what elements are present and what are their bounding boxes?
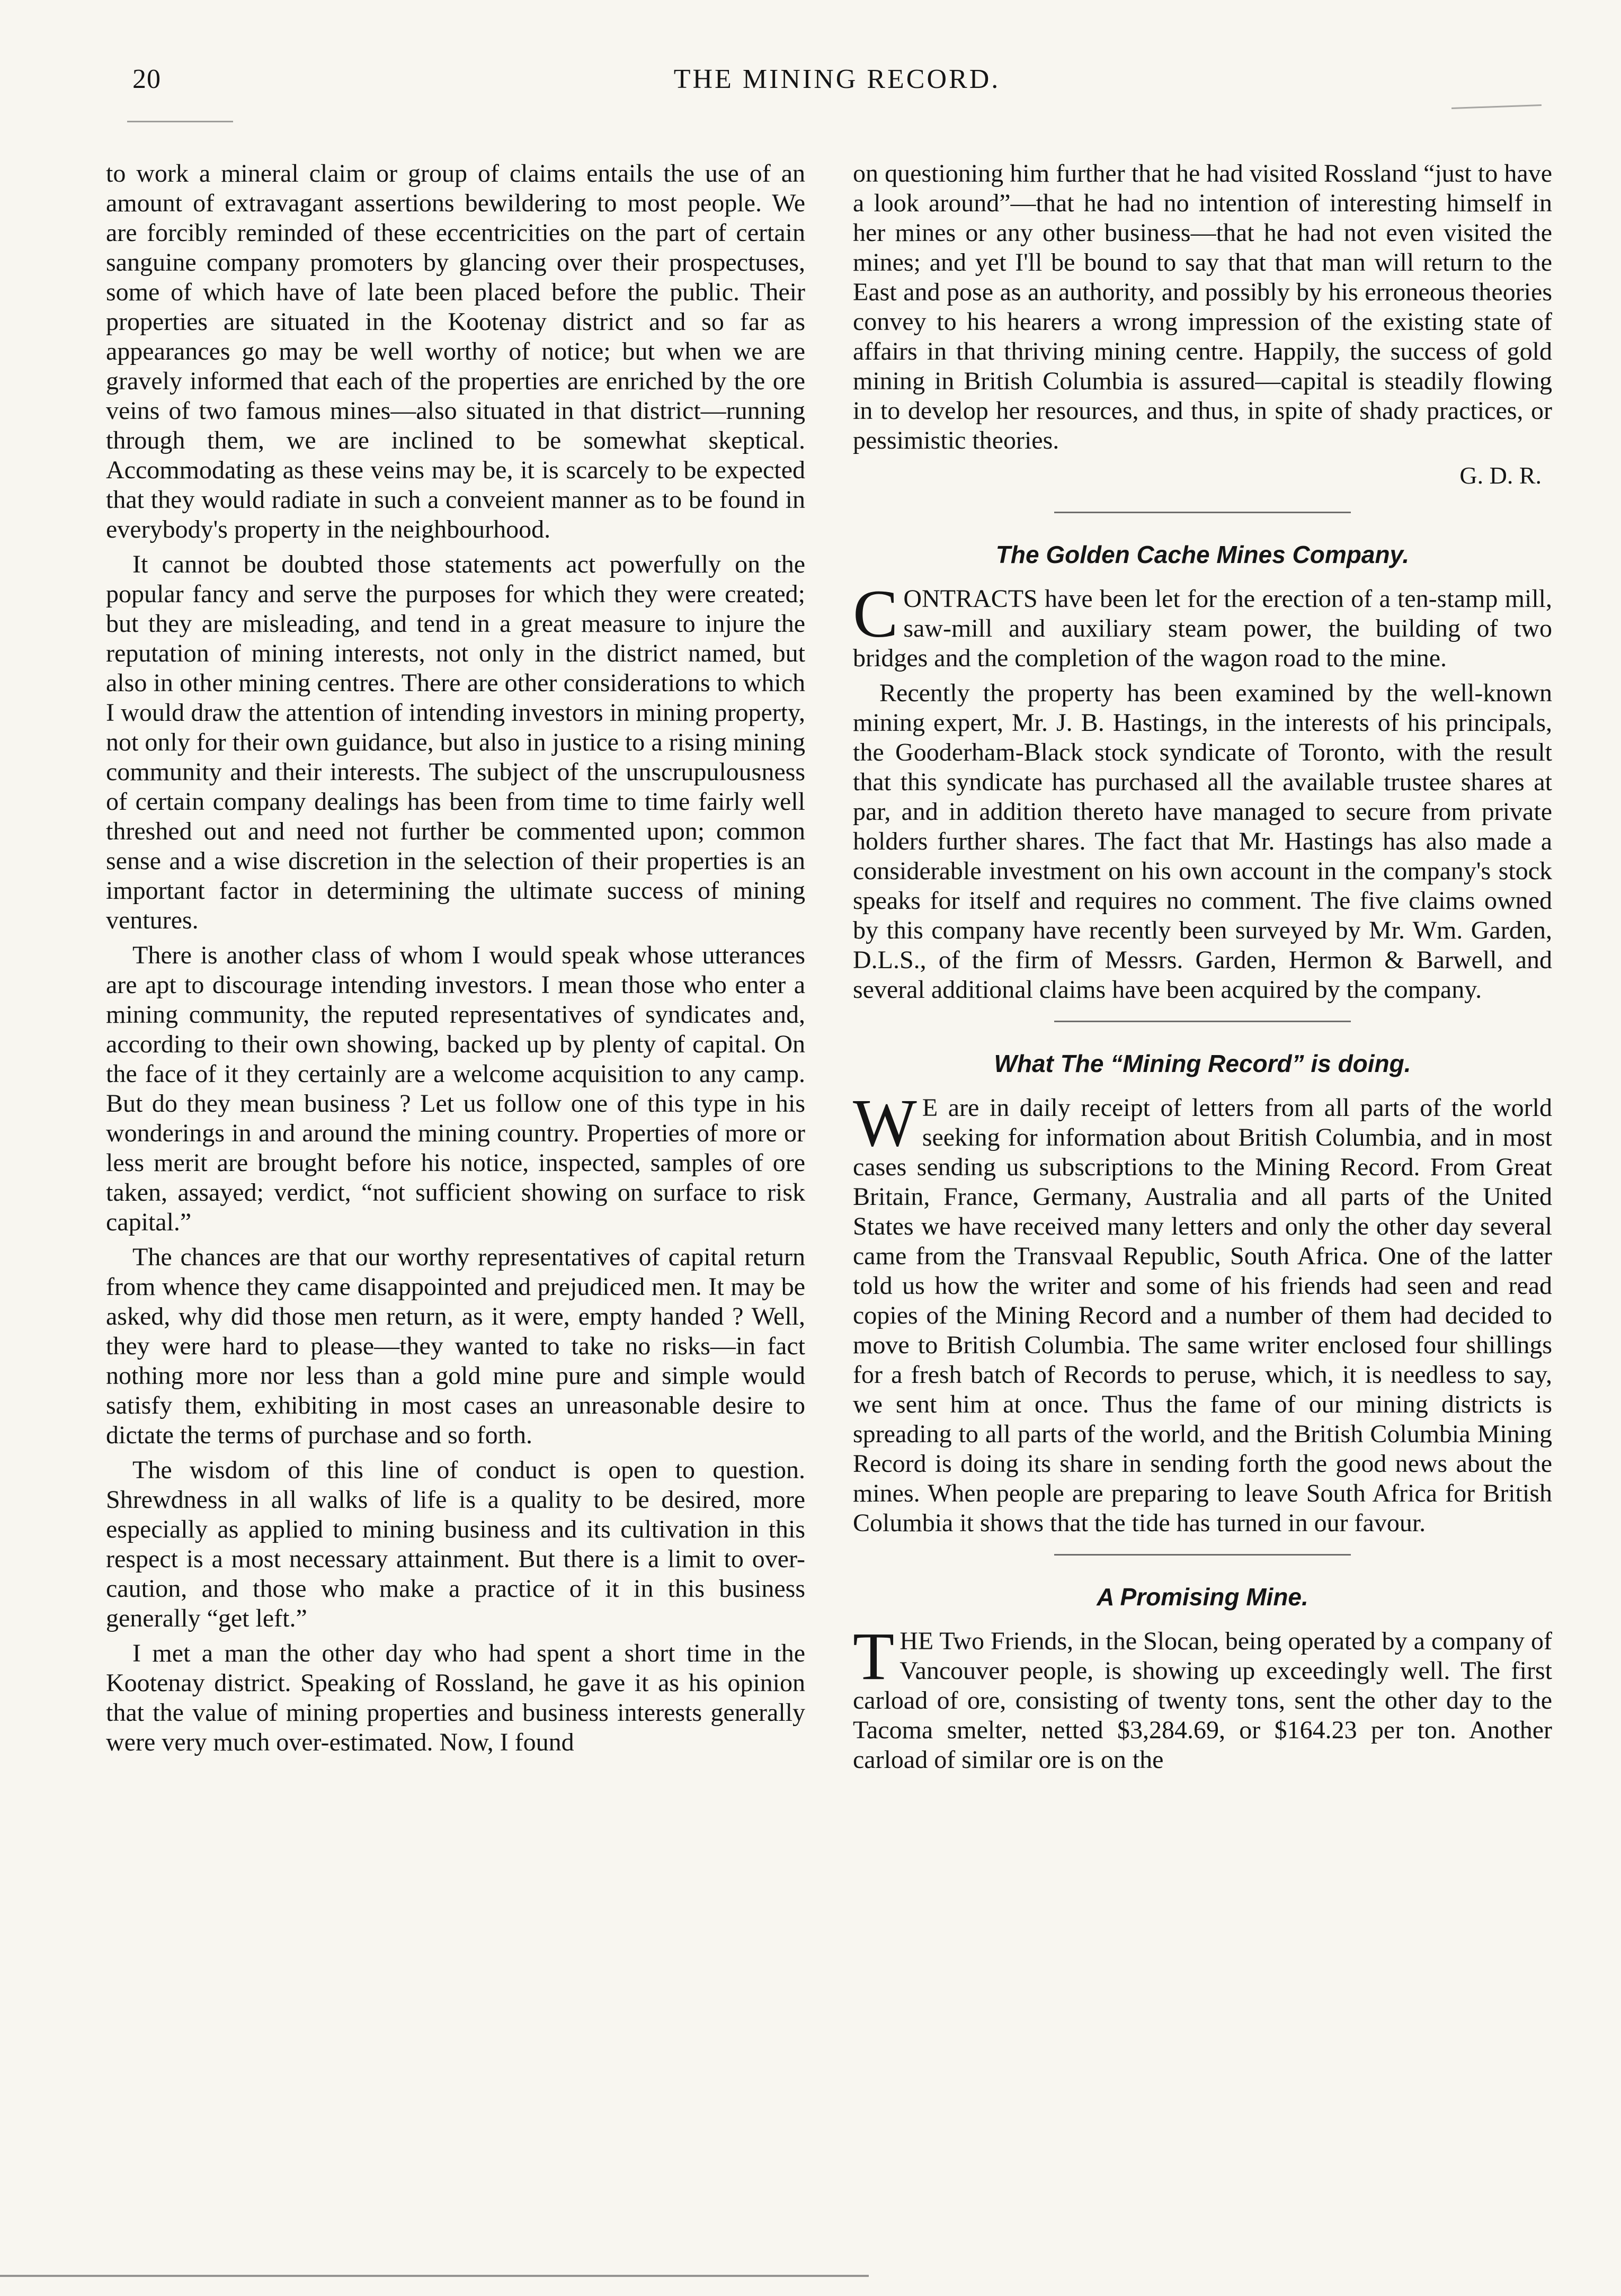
author-signature: G. D. R. [1459,462,1542,489]
promising-mine-title: A Promising Mine. [1097,1583,1308,1611]
left-paragraph-4: The chances are that our worthy representatives of capital return from whence they came disappointed and prejudiced men. It may be asked, why did those men return, as it were, empty handed ? Well, they were hard to please—they wanted to take no risks—in fact nothing more nor less than a gold mine pure and simple would satisfy them, exhibiting in most cases an unreasonable desire to dictate the terms of purchase and so forth. [106,1243,805,1449]
golden-cache-text-1: ONTRACTS have been let for the erection of a ten-stamp mill, saw-mill and auxiliary steam power, the building of two bridges and the completion of the wagon road to the mine. [853,585,1552,672]
section-divider [1054,512,1351,513]
header-rule-left [127,121,233,122]
left-column [106,159,805,1763]
left-paragraph-5: The wisdom of this line of conduct is open to question. Shrewdness in all walks of life is a quality to be desired, more especially as applied to mining business and its cultivation in this respect is a most necessary attainment. But there is a limit to over-caution, and those who make a practice of it in this business generally “get left.” [106,1456,805,1632]
continuation-paragraph: on questioning him further that he had visited Rossland “just to have a look around”—that he had no intention of interesting himself in her mines or any other business—that he had not even visited the mines; and yet I'll be bound to say that that man will return to the East and pose as an authority, and possibly by his erroneous theories convey to his hearers a wrong impression of the existing state of affairs in that thriving mining centre. Happily, the success of gold mining in British Columbia is assured—capital is steadily flowing in to develop her resources, and thus, in spite of shady practices, or pessimistic theories. [853,159,1552,454]
golden-cache-title: The Golden Cache Mines Company. [995,541,1410,568]
left-paragraph-3: There is another class of whom I would speak whose utterances are apt to discourage intending investors. I mean those who enter a mining community, the reputed representatives of syndicates and, according to their own showing, backed up by plenty of capital. On the face of it they certainly are a welcome acquisition to any camp. But do they mean business ? Let us follow one of this type in his wonderings in and around the mining country. Properties of more or less merit are brought before his notice, inspected, samples of ore taken, assayed; verdict, “not sufficient showing on surface to risk capital.” [106,941,805,1236]
promising-mine-dropcap: T [853,1619,895,1694]
right-column [853,159,1552,1780]
bottom-rule [0,2275,869,2277]
journal-title: THE MINING RECORD. [673,64,1001,94]
left-paragraph-2: It cannot be doubted those statements act powerfully on the popular fancy and serve the purposes for which they were created; but they are misleading, and tend in a great measure to injure the reputation of mining interests, not only in the district named, but also in other mining centres. There are other considerations to which I would draw the attention of intending investors in mining property, not only for their own guidance, but also in justice to a rising mining community and their interests. The subject of the unscrupulousness of certain company dealings has been from time to time fairly well threshed out and need not further be commented upon; common sense and a wise discretion in the selection of their properties is an important factor in determining the ultimate success of mining ventures. [106,550,805,934]
mining-record-doing-dropcap: W [853,1085,917,1160]
section-divider [1054,1554,1351,1556]
left-paragraph-6: I met a man the other day who had spent a short time in the Kootenay district. Speaking of Rossland, he gave it as his opinion that the value of mining properties and business interests generally were very much over-estimated. Now, I found [106,1639,805,1756]
mining-record-doing-text-1: E are in daily receipt of letters from all parts of the world seeking for information about British Columbia, and in most cases sending us subscriptions to the Mining Record. From Great Britain, France, Germany, Australia and all parts of the United States we have received many letters and only the other day several came from the Transvaal Republic, South Africa. One of the latter told us how the writer and some of his friends had seen and read copies of the Mining Record and a number of them had decided to move to British Columbia. The same writer enclosed four shillings for a fresh batch of Records to peruse, which, it is needless to say, we sent him at once. Thus the fame of our mining districts is spreading to all parts of the world, and the British Columbia Mining Record is doing its share in sending forth the good news about the mines. When people are preparing to leave South Africa for British Columbia it shows that the tide has turned in our favour. [853,1094,1552,1537]
left-paragraph-1: to work a mineral claim or group of claims entails the use of an amount of extravagant assertions bewildering to most people. We are forcibly reminded of these eccentricities on the part of certain sanguine company promoters by glancing over their prospectuses, some of which have of late been placed before the public. Their properties are situated in the Kootenay district and so far as appearances go may be well worthy of notice; but when we are gravely informed that each of the properties are enriched by the ore veins of two famous mines—also situated in that district—running through them, we are inclined to be somewhat skeptical. Accommodating as these veins may be, it is scarcely to be expected that they would radiate in such a conveient manner as to be found in everybody's property in the neighbourhood. [106,159,805,543]
golden-cache-paragraph-2: Recently the property has been examined by the well-known mining expert, Mr. J. B. Hastings, in the interests of his principals, the Gooderham-Black stock syndicate of Toronto, with the result that this syndicate has purchased all the available trustee shares at par, and in addition thereto have managed to secure from private holders further shares. The fact that Mr. Hastings has also made a considerable investment on his own account in the company's stock speaks for itself and requires no comment. The five claims owned by this company have recently been surveyed by Mr. Wm. Garden, D.L.S., of the firm of Messrs. Garden, Hermon & Barwell, and several additional claims have been acquired by the company. [853,679,1552,1004]
promising-mine-text-1: HE Two Friends, in the Slocan, being operated by a company of Vancouver people, is showing up exceedingly well. The first carload of ore, consisting of twenty tons, sent the other day to the Tacoma smelter, netted $3,284.69, or $164.23 per ton. Another carload of similar ore is on the [853,1627,1552,1774]
mining-record-doing-title: What The “Mining Record” is doing. [994,1050,1411,1077]
mining-record-doing-paragraph-1 [853,1085,1552,1538]
promising-mine-paragraph-1 [853,1619,1552,1775]
golden-cache-dropcap: C [853,576,898,651]
golden-cache-paragraph-1 [853,576,1552,673]
section-divider [1054,1021,1351,1022]
page-header [106,64,1568,111]
page-number: 20 [132,64,161,94]
